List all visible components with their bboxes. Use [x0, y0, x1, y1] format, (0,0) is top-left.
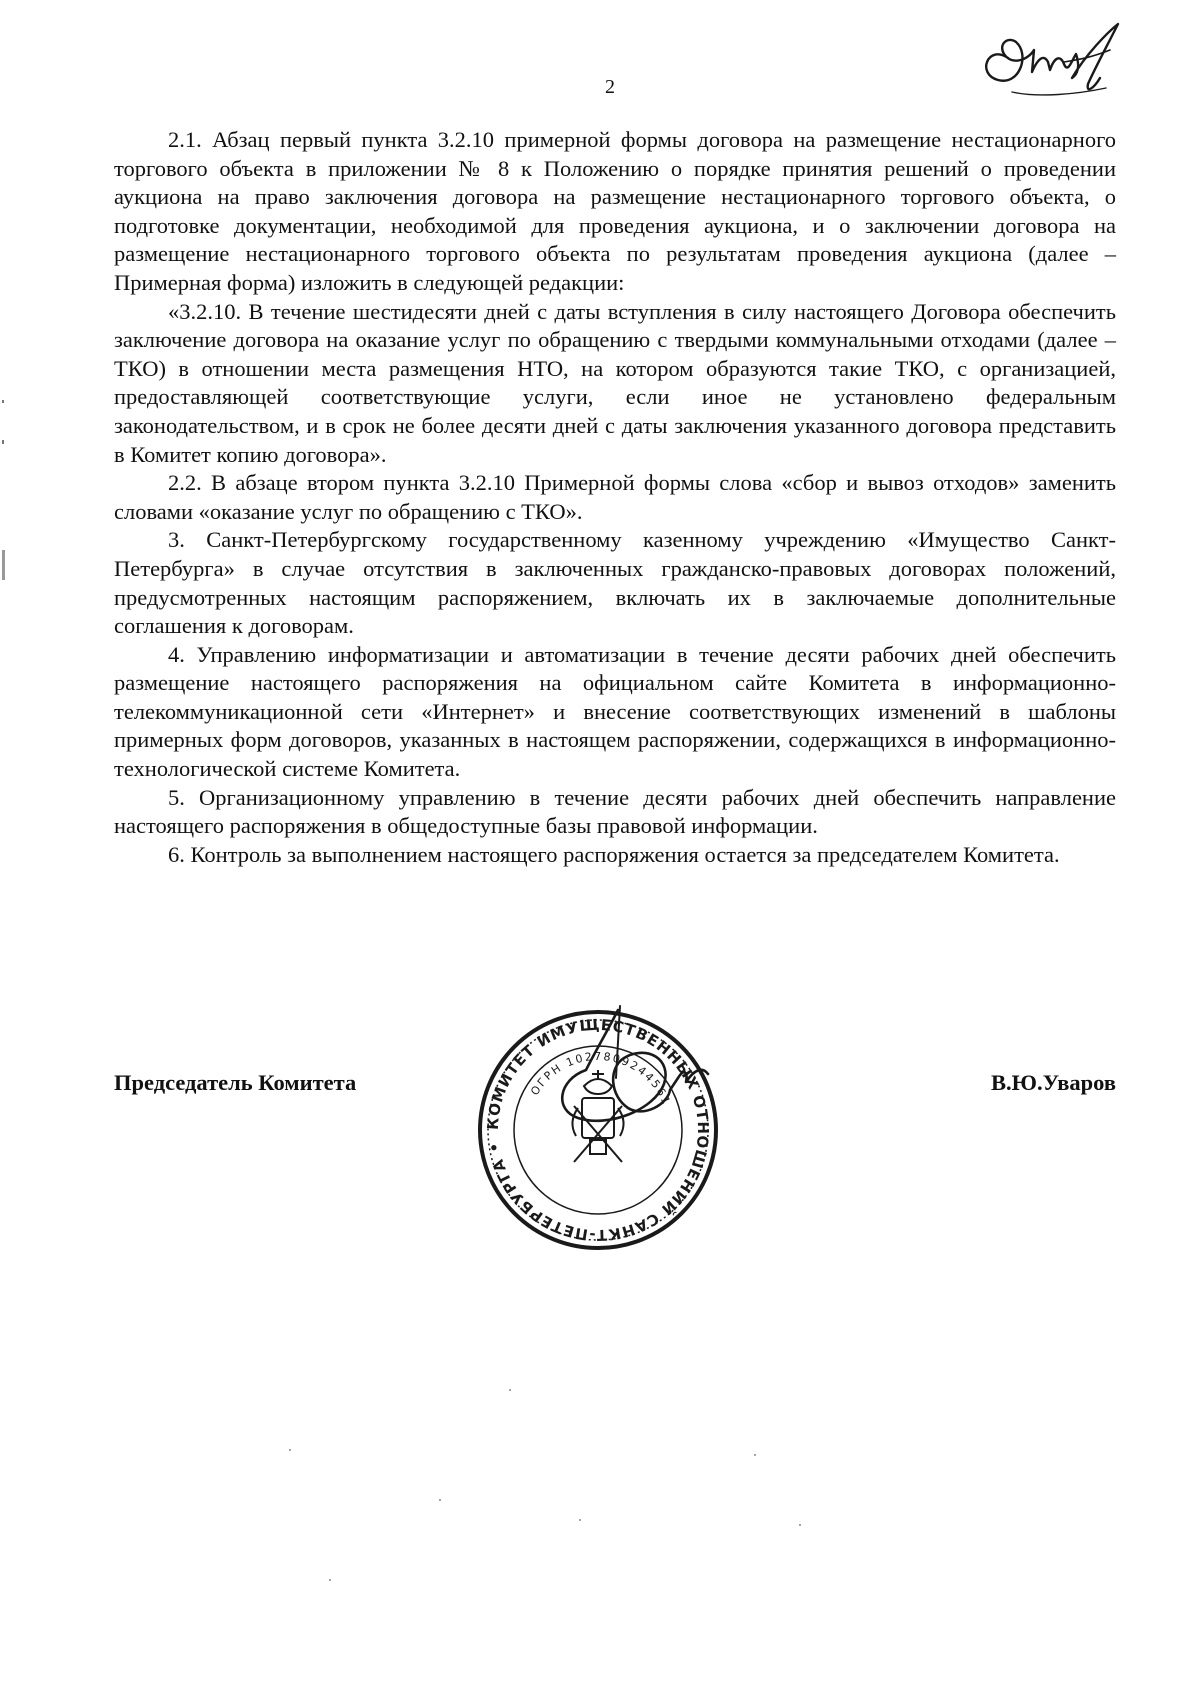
seal-stamp	[458, 1000, 716, 1248]
official-seal	[458, 1000, 738, 1330]
paragraph-2-1: 2.1. Абзац первый пункта 3.2.10 примерной формы договора на размещение нестационарного торгового объекта в приложении № 8 к Положению о порядке принятия решений о проведении аукциона на право заключения договора на размещение нестационарного торгового объекта, о подготовке документации, необходимой для проведения аукциона, и о заключении договора на размещение нестационарного торгового объекта по результатам проведения аукциона (далее – Примерная форма) изложить в следующей редакции:	[114, 127, 1116, 295]
paragraph-6: 6. Контроль за выполнением настоящего распоряжения остается за председателем Комитета.	[168, 841, 1060, 867]
paragraph-4: 4. Управлению информатизации и автоматизации в течение десяти рабочих дней обеспечить размещение настоящего распоряжения на официальном сайте Комитета в информационно-телекоммуникационной сети «Интернет» и внесение соответствующих изменений в шаблоны примерных форм договоров, указанных в настоящем распоряжении, содержащихся в информационно-технологической системе Комитета.	[114, 641, 1116, 782]
paragraph-2-2: 2.2. В абзаце втором пункта 3.2.10 Примерной формы слова «сбор и вывоз отходов» заменить словами «оказание услуг по обращению с ТКО».	[114, 470, 1116, 524]
paragraph-5: 5. Организационному управлению в течение десяти рабочих дней обеспечить направление настоящего распоряжения в общедоступные базы правовой информации.	[114, 784, 1116, 839]
scan-specks	[0, 1380, 1200, 1680]
svg-text:КОМИТЕТ ИМУЩЕСТВЕННЫХ ОТНОШЕНИ	[458, 1000, 712, 1244]
paragraph-3: 3. Санкт-Петербургскому государственному казенному учреждению «Имущество Санкт-Петербурга» в случае отсутствия в заключенных гражданско-правовых договорах положений, предусмотренных настоящим распоряжением, включать их в заключаемые дополнительные соглашения к договорам.	[114, 527, 1116, 639]
signer-title: Председатель Комитета	[114, 1070, 357, 1095]
coat-of-arms-emblem	[572, 1070, 623, 1162]
paragraph-3-2-10-quote: «3.2.10. В течение шестидесяти дней с даты вступления в силу настоящего Договора обеспечить заключение договора на оказание услуг по обращению с твердыми коммунальными отходами (далее – ТКО) в отношении места размещения НТО, на котором образуются такие ТКО, с организацией, предоставляющей соответствующие услуги, если иное не установлено федеральным законодательством, и в срок не более десяти дней с даты заключения указанного договора представить в Комитет копию договора».	[114, 298, 1116, 467]
seal-ring-text: КОМИТЕТ ИМУЩЕСТВЕННЫХ ОТНОШЕНИЙ САНКТ-ПЕТЕРБУРГА •	[483, 1015, 713, 1245]
signer-name: В.Ю.Уваров	[990, 1070, 1116, 1095]
document-body	[114, 126, 1116, 869]
page-number: 2	[605, 76, 615, 98]
seal-ogrn-text: ОГРН 1027809244561	[528, 1049, 674, 1108]
scan-margin-marks	[0, 400, 8, 600]
